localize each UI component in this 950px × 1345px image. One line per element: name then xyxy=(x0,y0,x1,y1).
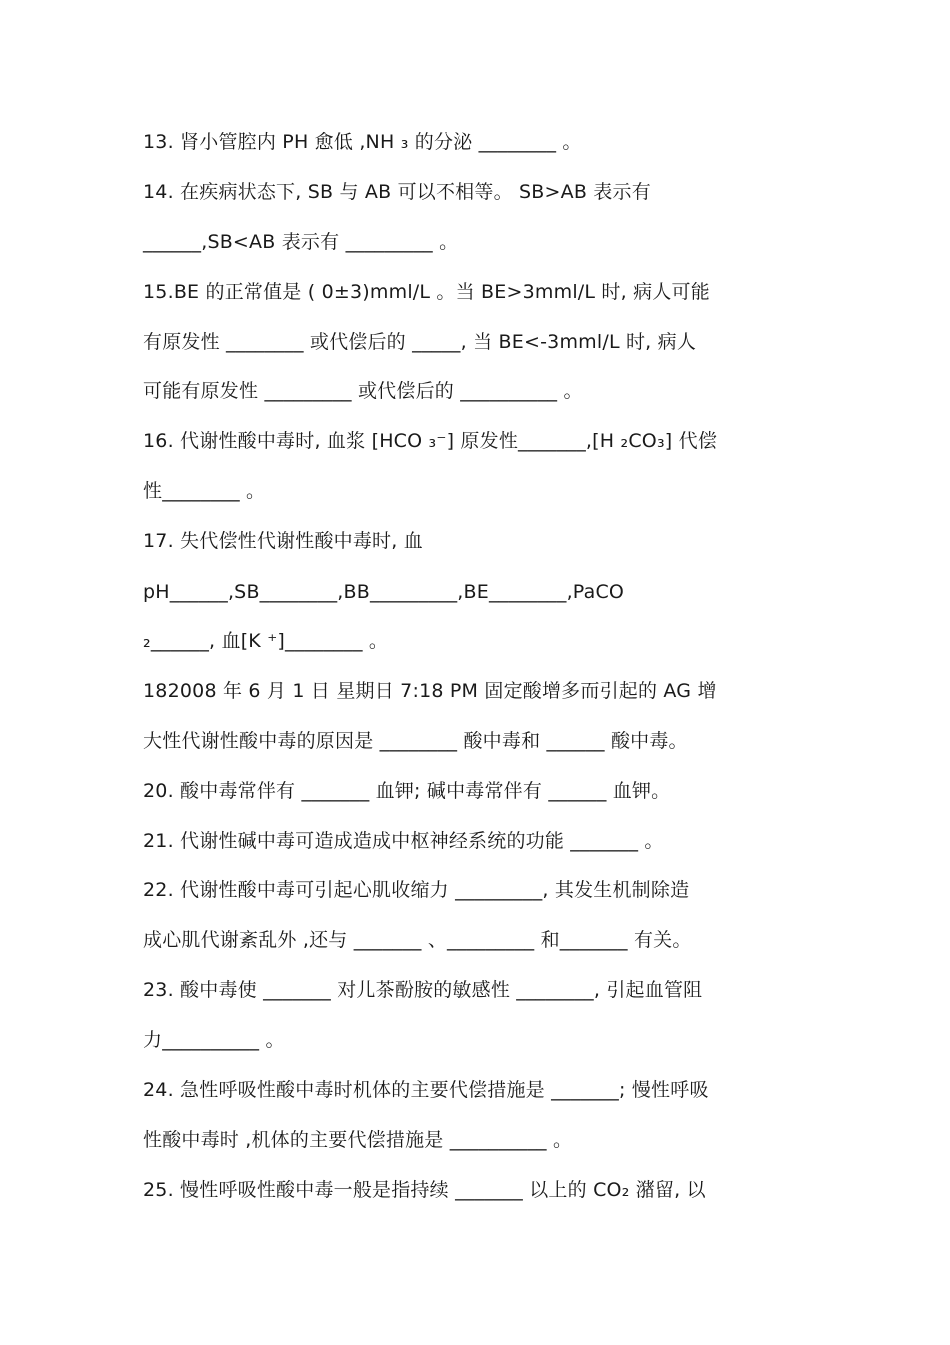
text-line: pH______,SB________,BB_________,BE________,PaCO xyxy=(143,581,625,603)
text-line: 23. 酸中毒使 _______ 对儿茶酚胺的敏感性 ________, 引起血管阻 xyxy=(143,979,703,1001)
text-line: ₂______, 血[K ⁺]________ 。 xyxy=(143,630,389,652)
text-line: 24. 急性呼吸性酸中毒时机体的主要代偿措施是 _______; 慢性呼吸 xyxy=(143,1079,709,1101)
text-line: ______,SB<AB 表示有 _________ 。 xyxy=(143,231,459,253)
text-line: 性________ 。 xyxy=(143,480,266,502)
text-line: 可能有原发性 _________ 或代偿后的 __________ 。 xyxy=(143,380,583,402)
text-line: 21. 代谢性碱中毒可造成造成中枢神经系统的功能 _______ 。 xyxy=(143,830,664,852)
text-line: 16. 代谢性酸中毒时, 血浆 [HCO ₃⁻] 原发性_______,[H ₂CO₃] 代偿 xyxy=(143,430,718,452)
text-line: 13. 肾小管腔内 PH 愈低 ,NH ₃ 的分泌 ________ 。 xyxy=(143,131,582,153)
text-line: 有原发性 ________ 或代偿后的 _____, 当 BE<-3mml/L 时, 病人 xyxy=(143,331,697,353)
text-line: 182008 年 6 月 1 日 星期日 7:18 PM 固定酸增多而引起的 AG 增 xyxy=(143,680,717,702)
text-line: 性酸中毒时 ,机体的主要代偿措施是 __________ 。 xyxy=(143,1129,573,1151)
text-line: 20. 酸中毒常伴有 _______ 血钾; 碱中毒常伴有 ______ 血钾。 xyxy=(143,780,671,802)
text-line: 15.BE 的正常值是 ( 0±3)mml/L 。当 BE>3mml/L 时, 病人可能 xyxy=(143,281,710,303)
text-line: 22. 代谢性酸中毒可引起心肌收缩力 _________, 其发生机制除造 xyxy=(143,879,690,901)
text-line: 25. 慢性呼吸性酸中毒一般是指持续 _______ 以上的 CO₂ 潴留, 以 xyxy=(143,1179,706,1201)
text-line: 17. 失代偿性代谢性酸中毒时, 血 xyxy=(143,530,423,552)
text-line: 成心肌代谢紊乱外 ,还与 _______ 、_________ 和_______ 有关。 xyxy=(143,929,692,951)
text-line: 大性代谢性酸中毒的原因是 ________ 酸中毒和 ______ 酸中毒。 xyxy=(143,730,688,752)
text-line: 力__________ 。 xyxy=(143,1029,285,1051)
text-line: 14. 在疾病状态下, SB 与 AB 可以不相等。 SB>AB 表示有 xyxy=(143,181,651,203)
